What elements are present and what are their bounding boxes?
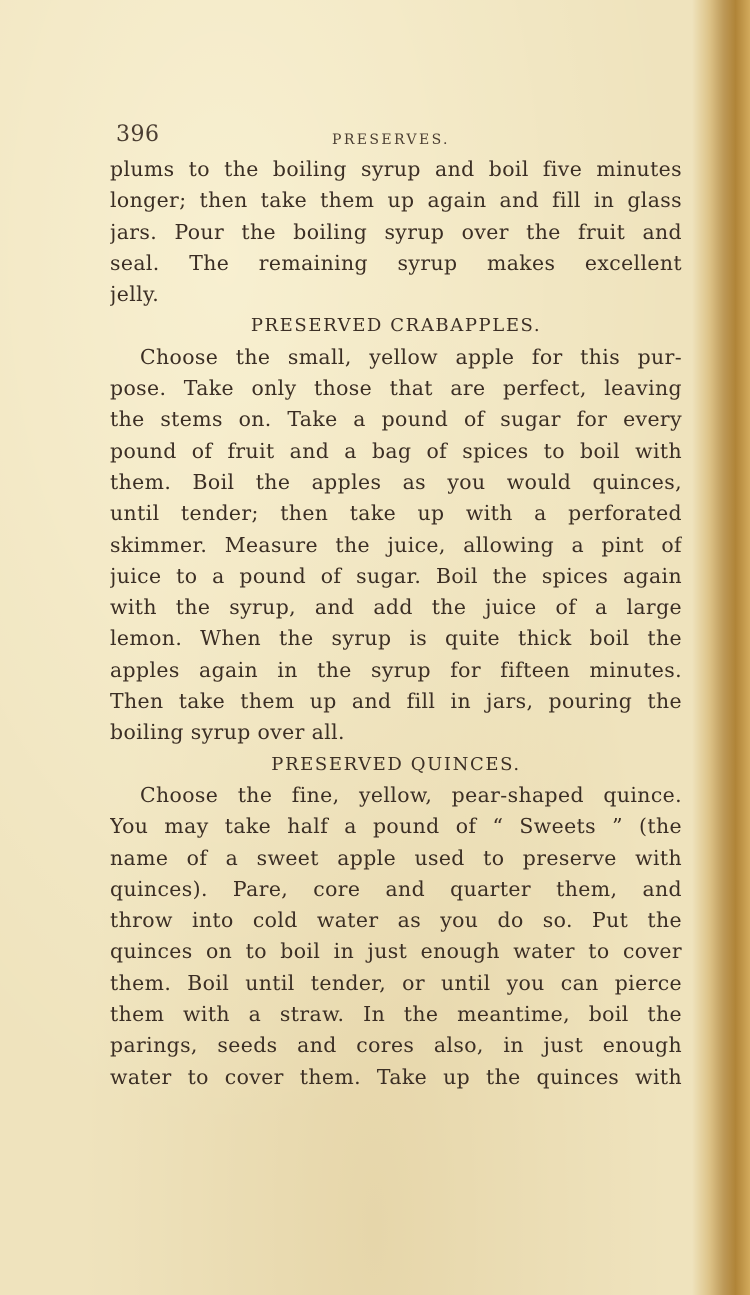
text-line: water to cover them. Take up the quinces with [110, 1064, 682, 1089]
page-edge [692, 0, 750, 1295]
text-line: juice to a pound of sugar. Boil the spices again [110, 563, 682, 588]
text-line: Then take them up and fill in jars, pouring the [110, 689, 682, 714]
text-line: Choose the fine, yellow, pear-shaped quince. [140, 782, 682, 807]
page-number: 396 [116, 122, 160, 147]
section-heading-crabapples: PRESERVED CRABAPPLES. [250, 315, 542, 337]
text-line: pound of fruit and a bag of spices to boil with [110, 438, 682, 463]
text-line: the stems on. Take a pound of sugar for every [110, 407, 682, 432]
text-line: them. Boil until tender, or until you can pierce [110, 970, 682, 995]
text-line: Choose the small, yellow apple for this pur- [140, 344, 682, 369]
text-line: lemon. When the syrup is quite thick boil the [110, 626, 682, 651]
paragraph-continued [110, 154, 682, 310]
text-line: them with a straw. In the meantime, boil the [110, 1002, 682, 1027]
paragraph-crabapples [110, 342, 682, 749]
page-text [110, 154, 682, 1093]
running-title: PRESERVES. [332, 132, 450, 148]
text-line: until tender; then take up with a perforated [110, 501, 682, 526]
paragraph-quinces [110, 780, 682, 1093]
text-line: longer; then take them up again and fill in glass [110, 188, 682, 213]
text-line: them. Boil the apples as you would quinces, [110, 469, 682, 494]
book-page [110, 118, 682, 1093]
text-line: jars. Pour the boiling syrup over the fruit and [110, 219, 682, 244]
text-line: name of a sweet apple used to preserve with [110, 845, 682, 870]
text-line: throw into cold water as you do so. Put the [110, 908, 682, 933]
text-line: boiling syrup over all. [110, 720, 345, 745]
text-line: You may take half a pound of “ Sweets ” (the [110, 814, 682, 839]
text-line: seal. The remaining syrup makes excellent [110, 250, 682, 275]
text-line: quinces on to boil in just enough water to cover [110, 939, 682, 964]
text-line: jelly. [110, 282, 160, 307]
text-line: pose. Take only those that are perfect, leaving [110, 376, 682, 401]
text-line: with the syrup, and add the juice of a large [110, 595, 682, 620]
section-heading-quinces: PRESERVED QUINCES. [271, 753, 521, 775]
text-line: skimmer. Measure the juice, allowing a pint of [110, 532, 682, 557]
text-line: apples again in the syrup for fifteen minutes. [110, 657, 682, 682]
text-line: quinces). Pare, core and quarter them, and [110, 876, 682, 901]
running-head [110, 118, 682, 154]
text-line: parings, seeds and cores also, in just enough [110, 1033, 682, 1058]
text-line: plums to the boiling syrup and boil five minutes [110, 157, 682, 181]
